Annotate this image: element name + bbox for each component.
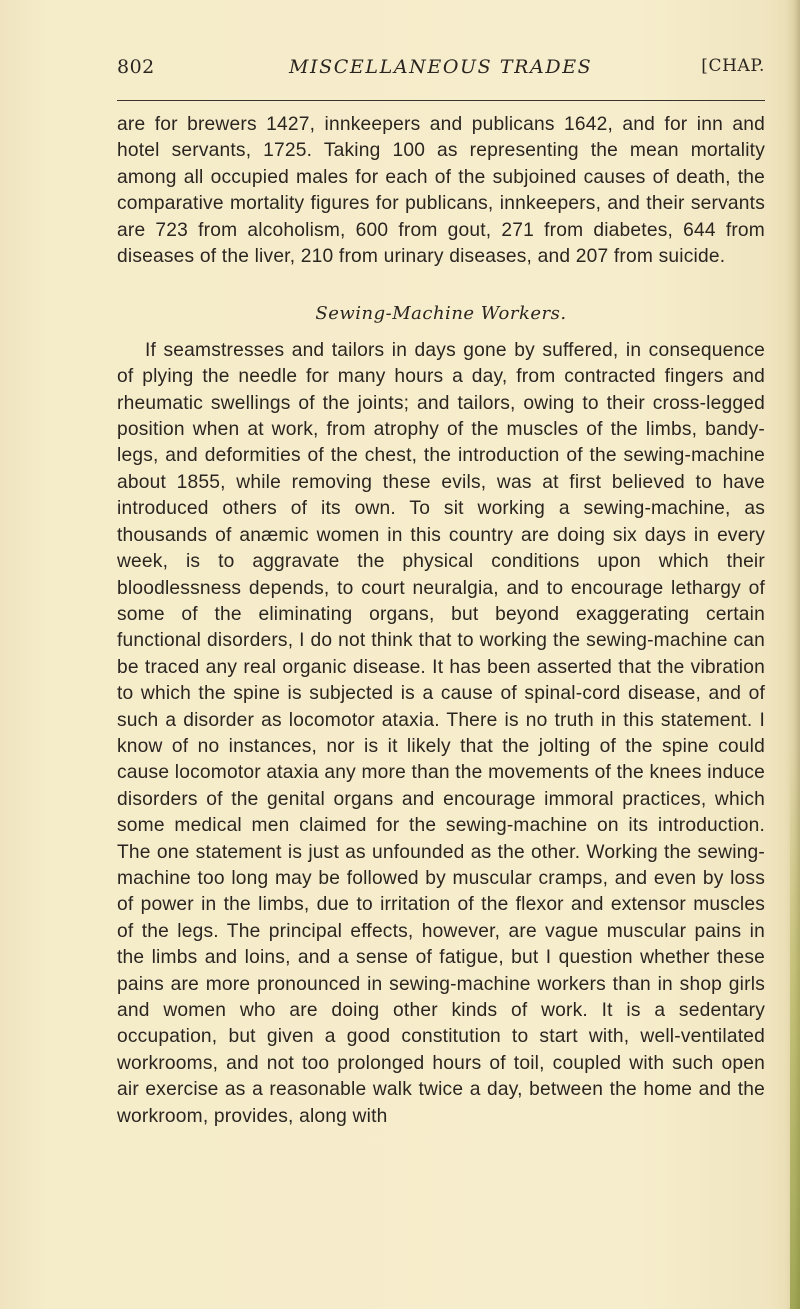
running-title: MISCELLANEOUS TRADES xyxy=(289,56,593,78)
page-header xyxy=(117,56,765,92)
section-heading: Sewing-Machine Workers. xyxy=(315,303,567,325)
paragraph-sewing-machine: If seamstresses and tailors in days gone by suffered, in consequence of plying the needle for many hours a day, from contracted fingers and rheumatic swellings of the joints; and tailors, owing to their cross-legged position when at work, from atrophy of the muscles of the limbs, bandy-legs, and deformities of the chest, the introduction of the sewing-machine about 1855, while removing these evils, was at first believed to have introduced others of its own. To sit working a sewing-machine, as thousands of anæmic women in this country are doing six days in every week, is to aggravate the physical conditions upon which their bloodlessness depends, to court neuralgia, and to encourage lethargy of some of the eliminating organs, but beyond exaggerating certain functional disorders, I do not think that to working the sewing-machine can be traced any real organic disease. It has been asserted that the vibration to which the spine is subjected is a cause of spinal-cord disease, and of such a disorder as locomotor ataxia. There is no truth in this statement. I know of no instances, nor is it likely that the jolting of the spine could cause locomotor ataxia any more than the movements of the knees induce disorders of the genital organs and encourage immoral practices, which some medical men claimed for the sewing-machine on its introduction. The one statement is just as unfounded as the other. Working the sewing-machine too long may be followed by muscular cramps, and even by loss of power in the limbs, due to irritation of the flexor and extensor muscles of the legs. The principal effects, however, are vague muscular pains in the limbs and loins, and a sense of fatigue, but I question whether these pains are more pronounced in sewing-machine workers than in shop girls and women who are doing other kinds of work. It is a sedentary occupation, but given a good constitution to start with, well-ventilated workrooms, and not too prolonged hours of toil, coupled with such open air exercise as a reasonable walk twice a day, between the home and the workroom, provides, along with xyxy=(117,339,765,1127)
header-rule xyxy=(117,100,765,101)
page-edge-stain xyxy=(790,749,800,1309)
body-text xyxy=(117,112,765,1130)
paragraph-mortality: are for brewers 1427, innkeepers and publicans 1642, and for inn and hotel servants, 1725. Taking 100 as representing the mean mortality among all occupied males for each of the subjoined causes of death, the comparative mortality figures for publicans, innkeepers, and their servants are 723 from alcoholism, 600 from gout, 271 from diabetes, 644 from diseases of the liver, 210 from urinary diseases, and 207 from suicide. xyxy=(117,114,765,268)
page-number: 802 xyxy=(117,56,155,78)
chapter-label: [CHAP. xyxy=(701,56,765,76)
